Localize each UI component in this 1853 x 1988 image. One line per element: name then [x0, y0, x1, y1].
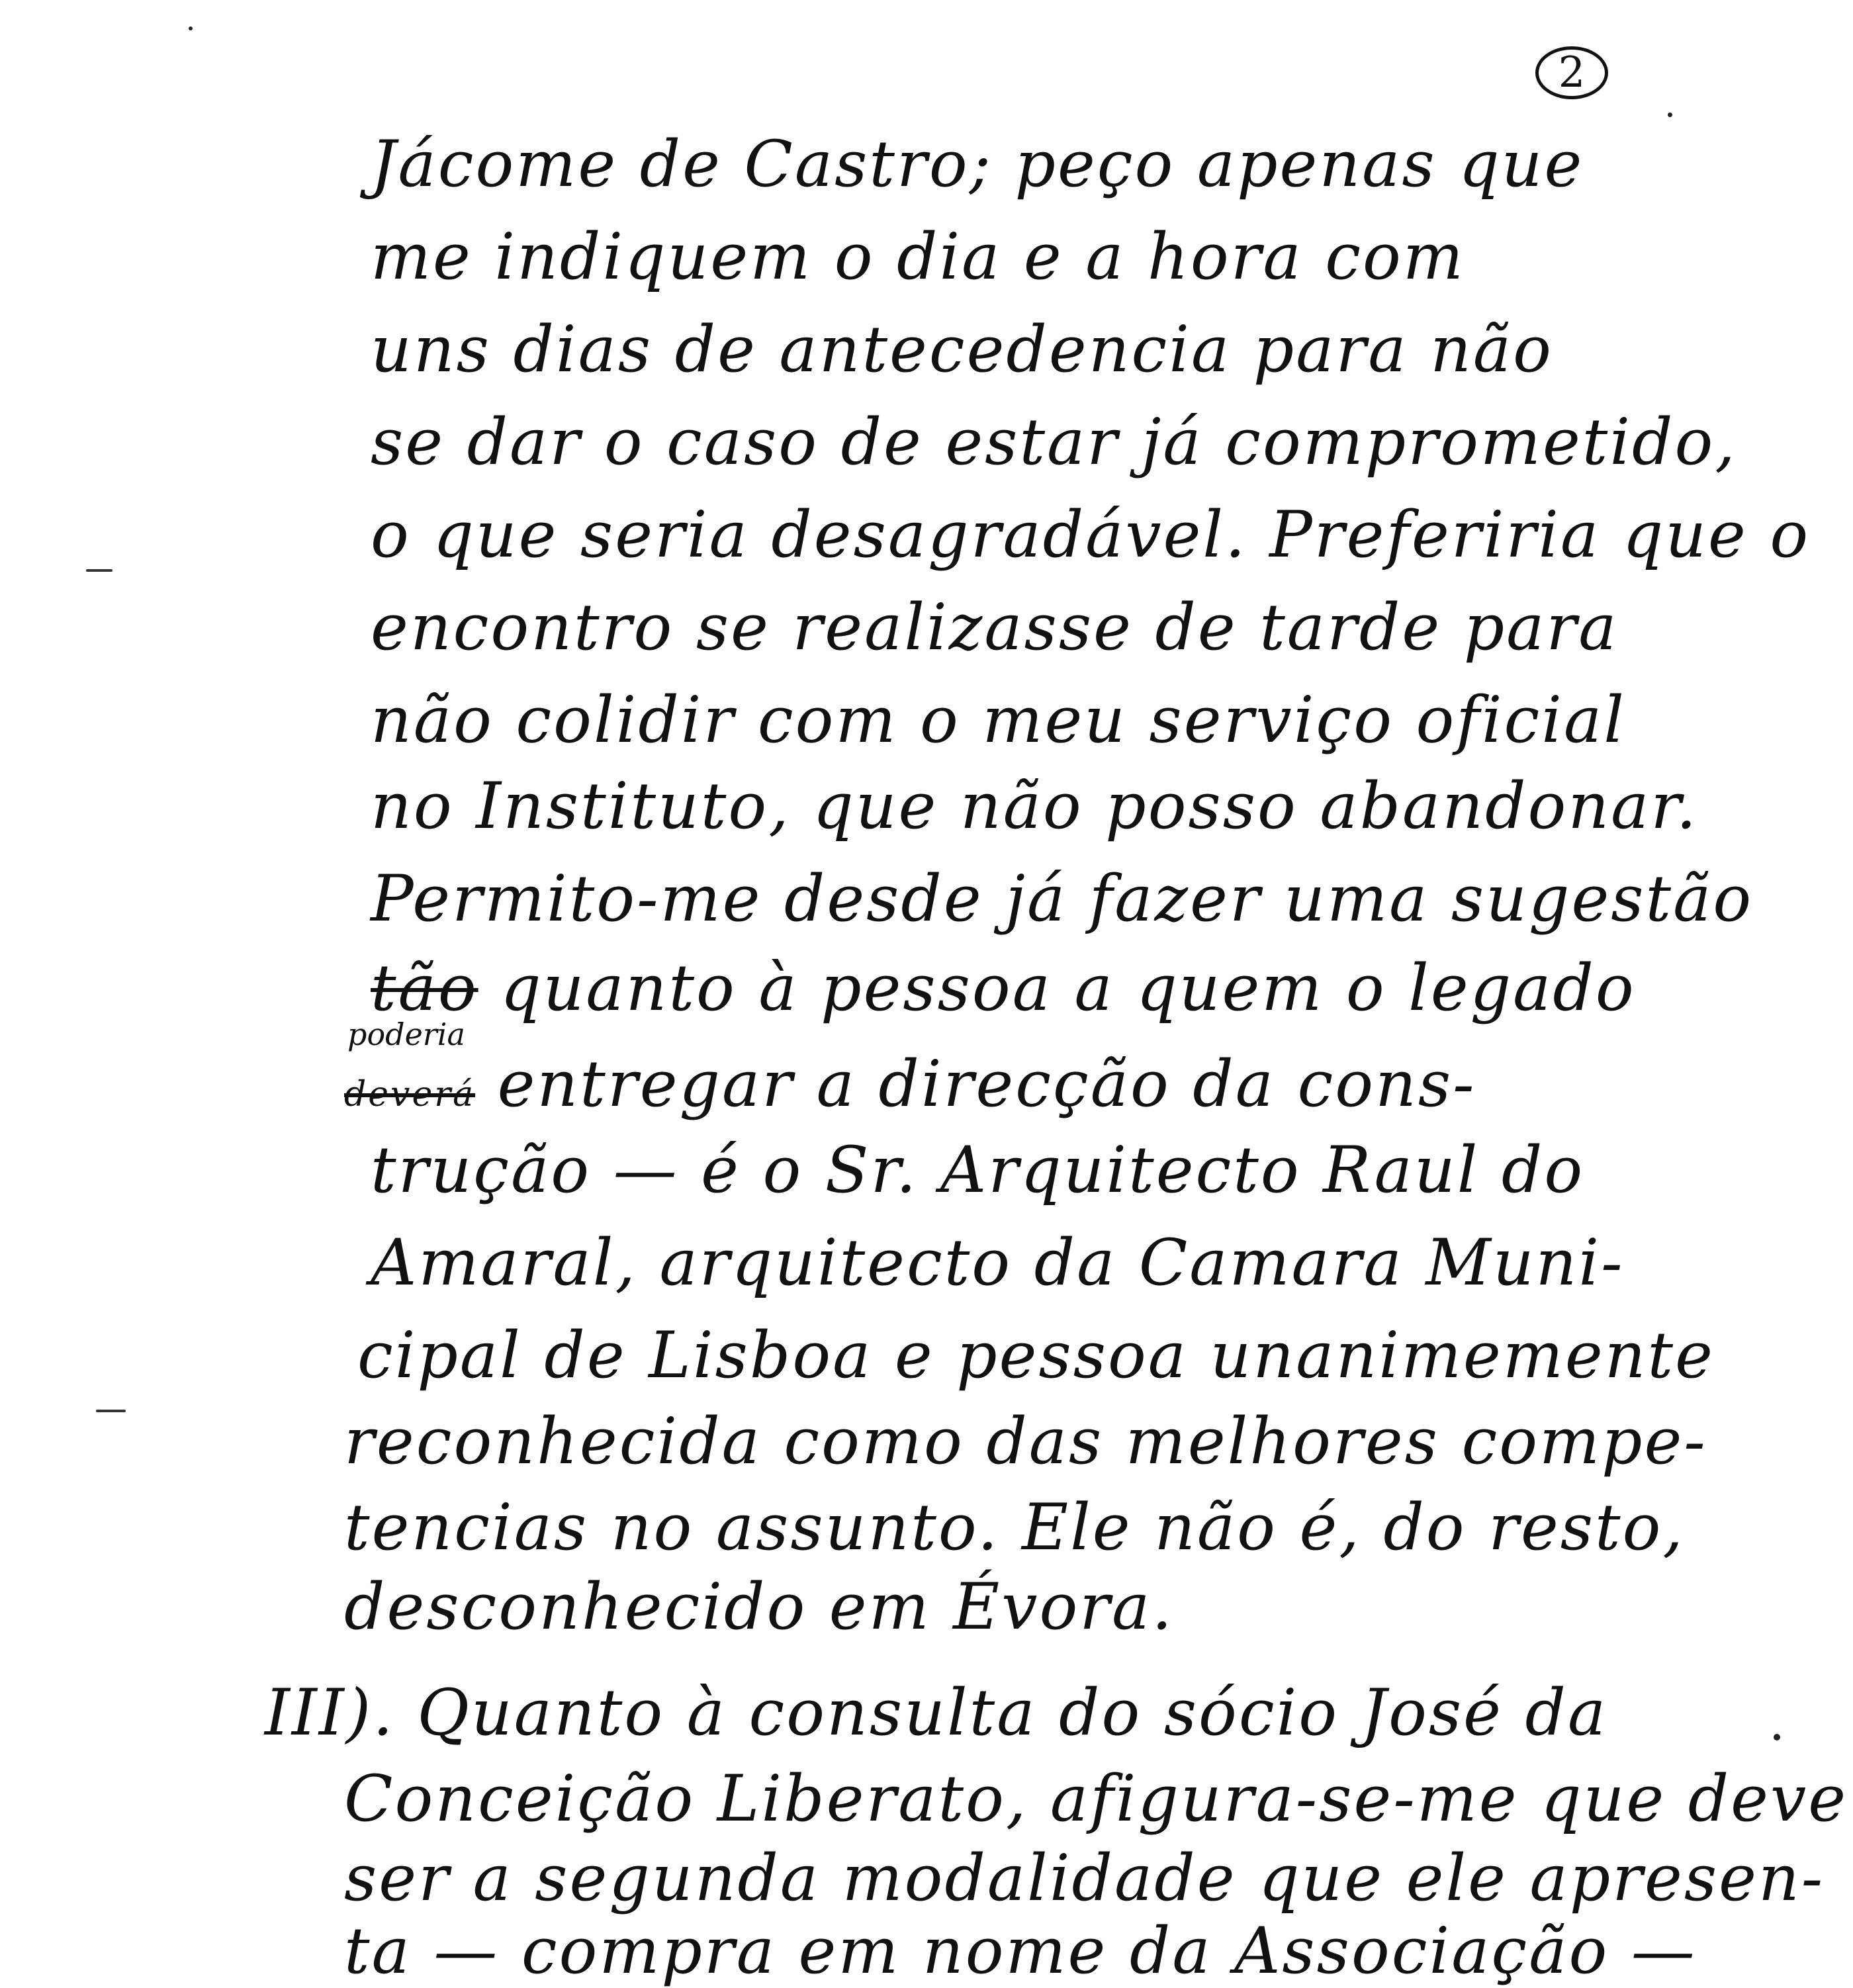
- text-line-2: me indiquem o dia e a hora com: [371, 220, 1465, 294]
- text-line-11-wrapper: [344, 1047, 1476, 1121]
- page-number-text: 2: [1558, 48, 1586, 97]
- struck-word: tão: [371, 951, 478, 1025]
- text-line-13: Amaral, arquitecto da Camara Muni-: [371, 1226, 1625, 1300]
- paper-speck: [1668, 113, 1672, 117]
- text-line-10-wrapper: [371, 951, 1636, 1025]
- text-line-6: encontro se realizasse de tarde para: [371, 590, 1619, 664]
- margin-mark: [86, 569, 113, 572]
- text-line-9: Permito-me desde já fazer uma sugestão: [371, 862, 1754, 936]
- text-line-16: tencias no assunto. Ele não é, do resto,: [344, 1490, 1685, 1564]
- text-line-11: entregar a direcção da cons-: [497, 1047, 1476, 1121]
- text-line-17: desconhecido em Évora.: [344, 1570, 1174, 1644]
- text-line-20: ser a segunda modalidade que ele apresen-: [344, 1841, 1825, 1915]
- text-line-4: se dar o caso de estar já comprometido,: [371, 405, 1737, 479]
- text-line-19: Conceição Liberato, afigura-se-me que deve: [344, 1762, 1848, 1836]
- text-line-15: reconhecida como das melhores compe-: [344, 1404, 1707, 1478]
- text-line-7: não colidir com o meu serviço oficial: [371, 683, 1626, 757]
- margin-mark: [96, 1410, 126, 1412]
- text-line-10: quanto à pessoa a quem o legado: [500, 951, 1636, 1025]
- text-line-8: no Instituto, que não posso abandonar.: [371, 769, 1699, 843]
- insertion-note: poderia: [347, 1017, 465, 1052]
- page-number: [1535, 46, 1608, 99]
- text-line-14: cipal de Lisboa e pessoa unanimemente: [357, 1318, 1715, 1392]
- paper-speck: [189, 26, 193, 30]
- struck-prefix: deverá: [344, 1075, 476, 1114]
- text-line-12: trução — é o Sr. Arquitecto Raul do: [371, 1133, 1585, 1207]
- text-line-18: III). Quanto à consulta do sócio José da: [265, 1676, 1608, 1750]
- text-line-1: Jácome de Castro; peço apenas que: [371, 127, 1584, 201]
- text-line-21: ta — compra em nome da Associação —: [344, 1914, 1697, 1988]
- text-line-3: uns dias de antecedencia para não: [371, 312, 1553, 386]
- text-line-5: o que seria desagradável. Preferiria que o: [371, 498, 1811, 572]
- paper-speck: [1774, 1734, 1780, 1740]
